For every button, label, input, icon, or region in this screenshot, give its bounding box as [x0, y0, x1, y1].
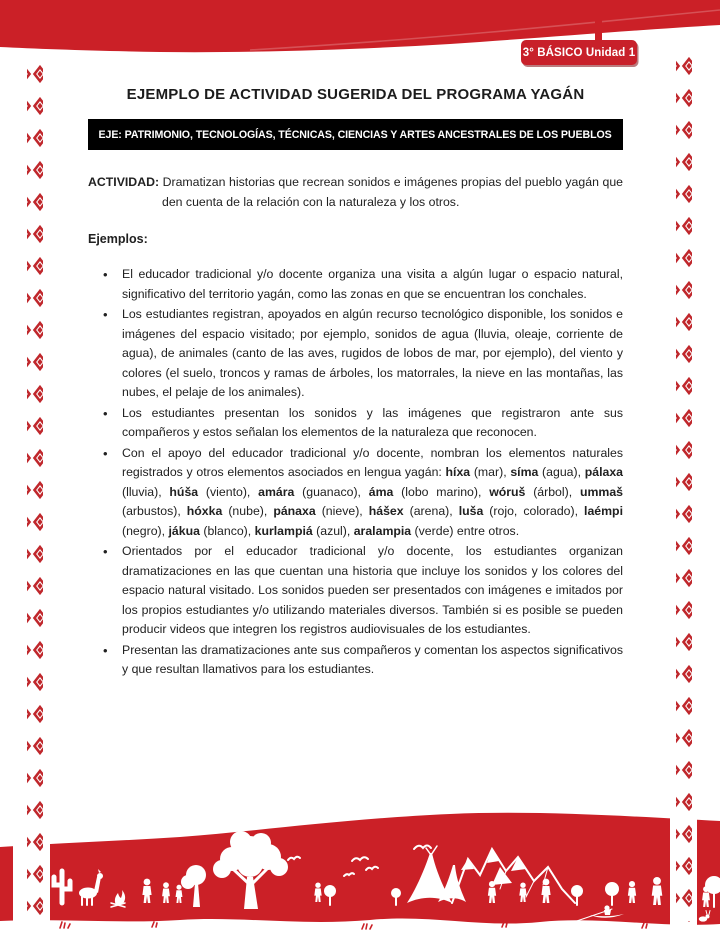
activity-text: Dramatizan historias que recrean sonidos e imágenes propias del pueblo yagán que den cuenta de la relación con la naturaleza y los otros.: [159, 175, 623, 209]
unit-badge-label: 3° BÁSICO Unidad 1: [522, 46, 636, 59]
bullet-item: • Presentan las dramatizaciones ante sus compañeros y comentan los aspectos significativos y que resultan llamativos para los estudiantes.: [102, 641, 623, 680]
left-ornament-strip: [13, 797, 50, 932]
document-body: [88, 80, 623, 681]
footer-artwork: [0, 797, 720, 932]
diamond-ornament-right: [676, 56, 692, 922]
examples-label: Ejemplos:: [88, 232, 148, 246]
bullet-item: • Los estudiantes presentan los sonidos y las imágenes que registraron ante sus compañeros y estos señalan los elementos de la naturaleza que reconocen.: [102, 404, 623, 443]
eje-banner: [88, 119, 623, 150]
bullet-item: • El educador tradicional y/o docente organiza una visita a algún lugar o espacio natural, significativo del territorio yagán, como las zonas en que se encuentran los conchales.: [102, 265, 623, 304]
diamond-ornament-left: [27, 64, 43, 922]
unit-badge: [521, 40, 637, 65]
right-ornament-strip: [670, 797, 697, 932]
footer-red-band: [0, 813, 720, 925]
activity-label: ACTIVIDAD:: [88, 175, 160, 189]
bullet-item: • Con el apoyo del educador tradicional y/o docente, nombran los elementos naturales registrados y otros elementos asociados en lengua yagán: híxa (mar), síma (agua), pálaxa (lluvia), húša (viento), amára (guanaco), áma (lobo marino), wóruš (árbol), ummaš (arbustos), hóxka (nube), pánaxa (nieve), hášex (arena), luša (rojo, colorado), laémpi (negro), jákua (blanco), kurlampiá (azul), aralampia (verde) entre otros.: [102, 444, 623, 542]
bullet-list: [88, 265, 623, 680]
activity-paragraph: [88, 173, 623, 212]
page-title: EJEMPLO DE ACTIVIDAD SUGERIDA DEL PROGRAMA YAGÁN: [126, 86, 585, 103]
grass-tufts: [60, 922, 647, 929]
eje-banner-label: EJE: PATRIMONIO, TECNOLOGÍAS, TÉCNICAS, CIENCIAS Y ARTES ANCESTRALES DE LOS PUEBLOS: [98, 128, 613, 141]
bullet-item: • Los estudiantes registran, apoyados en algún recurso tecnológico disponible, los sonidos e imágenes del espacio visitado; por ejemplo, sonidos de agua (lluvia, oleaje, corriente de agua), de animales (canto de las aves, rugidos de lobos de mar, por ejemplo), del viento y colores (el suelo, troncos y ramas de árboles, los matorrales, la nieve en las montañas, las nubes, el pelaje de los animales).: [102, 305, 623, 403]
bullet-item: • Orientados por el educador tradicional y/o docente, los estudiantes organizan dramatizaciones en las que cuentan una historia que incluye los sonidos y los colores del espacio natural visitado. Los sonidos pueden ser presentados con imágenes e imitados por los propios estudiantes y/o utilizando materiales diversos. También si es posible se pueden producir videos que integren los registros audiovisuales de los estudiantes.: [102, 542, 623, 640]
